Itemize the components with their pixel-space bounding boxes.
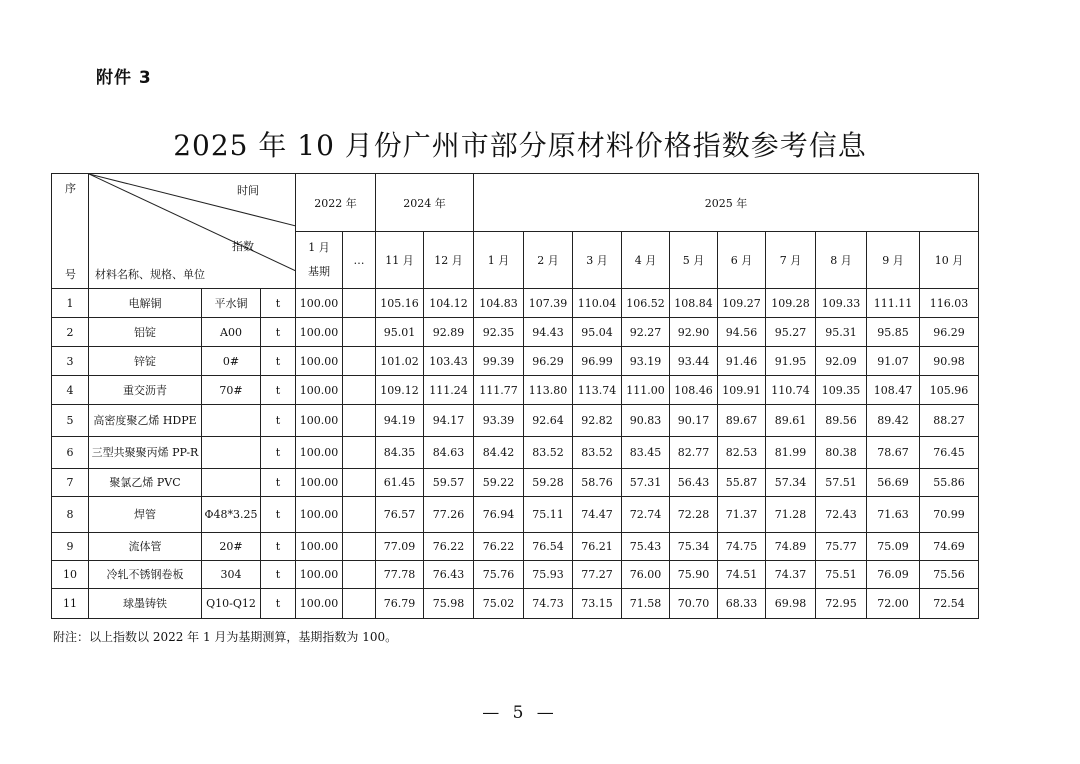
index-value: 113.74 <box>573 376 622 405</box>
index-value: 105.16 <box>376 289 424 318</box>
index-value: 89.42 <box>867 405 920 437</box>
index-value: 110.04 <box>573 289 622 318</box>
index-value: 109.28 <box>766 289 816 318</box>
year-2022-header: 2022 年 <box>296 174 376 232</box>
index-value: 71.63 <box>867 497 920 533</box>
index-value: 76.57 <box>376 497 424 533</box>
index-value: 95.31 <box>816 318 867 347</box>
unit: t <box>261 405 296 437</box>
attachment-label: 附件 3 <box>96 68 152 88</box>
index-value: 57.34 <box>766 469 816 497</box>
header-row-years <box>52 174 979 232</box>
unit: t <box>261 376 296 405</box>
unit: t <box>261 469 296 497</box>
index-value: 95.04 <box>573 318 622 347</box>
index-value: 94.19 <box>376 405 424 437</box>
unit: t <box>261 561 296 589</box>
index-value: 71.28 <box>766 497 816 533</box>
month-header: 11 月 <box>376 232 424 289</box>
index-label: 指数 <box>232 240 254 253</box>
material-name: 冷轧不锈钢卷板 <box>89 561 202 589</box>
index-value: 75.11 <box>524 497 573 533</box>
unit: t <box>261 347 296 376</box>
table-row <box>52 497 979 533</box>
index-value: 89.67 <box>718 405 766 437</box>
index-value: 69.98 <box>766 589 816 619</box>
index-value: 59.57 <box>424 469 474 497</box>
year-2024-header: 2024 年 <box>376 174 474 232</box>
index-value: 107.39 <box>524 289 573 318</box>
index-value: 95.85 <box>867 318 920 347</box>
unit: t <box>261 437 296 469</box>
index-value: 82.77 <box>670 437 718 469</box>
index-value: 92.35 <box>474 318 524 347</box>
index-value: 93.19 <box>622 347 670 376</box>
ellipsis-cell <box>343 318 376 347</box>
material-spec <box>202 437 261 469</box>
index-value: 76.22 <box>474 533 524 561</box>
table-row <box>52 376 979 405</box>
index-value: 71.58 <box>622 589 670 619</box>
material-name: 电解铜 <box>89 289 202 318</box>
row-number: 6 <box>52 437 89 469</box>
index-value: 77.26 <box>424 497 474 533</box>
material-name: 重交沥青 <box>89 376 202 405</box>
month-header: 5 月 <box>670 232 718 289</box>
time-label: 时间 <box>237 184 259 197</box>
index-value: 95.27 <box>766 318 816 347</box>
index-value: 96.99 <box>573 347 622 376</box>
material-spec <box>202 405 261 437</box>
index-value: 111.11 <box>867 289 920 318</box>
index-value: 108.84 <box>670 289 718 318</box>
base-value: 100.00 <box>296 589 343 619</box>
base-value: 100.00 <box>296 289 343 318</box>
month-header: 3 月 <box>573 232 622 289</box>
unit: t <box>261 497 296 533</box>
index-value: 109.12 <box>376 376 424 405</box>
index-value: 84.42 <box>474 437 524 469</box>
month-header: 10 月 <box>920 232 979 289</box>
base-month-header <box>296 232 343 289</box>
index-value: 81.99 <box>766 437 816 469</box>
seq-header-top: 序 <box>65 182 76 195</box>
material-spec: A00 <box>202 318 261 347</box>
material-name: 焊管 <box>89 497 202 533</box>
material-spec: Q10-Q12 <box>202 589 261 619</box>
index-value: 75.90 <box>670 561 718 589</box>
price-index-table <box>51 173 979 619</box>
index-value: 55.87 <box>718 469 766 497</box>
ellipsis-cell <box>343 376 376 405</box>
index-value: 111.77 <box>474 376 524 405</box>
index-value: 116.03 <box>920 289 979 318</box>
material-spec: 304 <box>202 561 261 589</box>
month-header: 7 月 <box>766 232 816 289</box>
index-value: 91.95 <box>766 347 816 376</box>
month-header: 2 月 <box>524 232 573 289</box>
table-row <box>52 561 979 589</box>
base-value: 100.00 <box>296 533 343 561</box>
index-value: 106.52 <box>622 289 670 318</box>
index-value: 103.43 <box>424 347 474 376</box>
index-value: 92.90 <box>670 318 718 347</box>
index-value: 80.38 <box>816 437 867 469</box>
index-value: 59.28 <box>524 469 573 497</box>
index-value: 77.27 <box>573 561 622 589</box>
index-value: 76.43 <box>424 561 474 589</box>
index-value: 75.98 <box>424 589 474 619</box>
index-value: 75.43 <box>622 533 670 561</box>
index-value: 111.00 <box>622 376 670 405</box>
material-name: 三型共聚聚丙烯 PP-R <box>89 437 202 469</box>
index-value: 109.91 <box>718 376 766 405</box>
base-value: 100.00 <box>296 405 343 437</box>
index-value: 78.67 <box>867 437 920 469</box>
unit: t <box>261 589 296 619</box>
index-value: 105.96 <box>920 376 979 405</box>
index-value: 61.45 <box>376 469 424 497</box>
index-value: 92.27 <box>622 318 670 347</box>
index-value: 94.17 <box>424 405 474 437</box>
year-2025-header: 2025 年 <box>474 174 979 232</box>
row-number: 2 <box>52 318 89 347</box>
month-header: 4 月 <box>622 232 670 289</box>
index-value: 76.79 <box>376 589 424 619</box>
base-value: 100.00 <box>296 376 343 405</box>
index-value: 101.02 <box>376 347 424 376</box>
base-label: 基期 <box>308 265 331 278</box>
diagonal-header-cell <box>89 174 296 289</box>
index-value: 104.83 <box>474 289 524 318</box>
table-row <box>52 589 979 619</box>
unit: t <box>261 318 296 347</box>
index-value: 83.45 <box>622 437 670 469</box>
base-value: 100.00 <box>296 318 343 347</box>
index-value: 72.74 <box>622 497 670 533</box>
page-number: — 5 — <box>482 703 558 723</box>
ellipsis-cell <box>343 589 376 619</box>
material-name: 球墨铸铁 <box>89 589 202 619</box>
ellipsis-cell <box>343 347 376 376</box>
index-value: 76.94 <box>474 497 524 533</box>
index-value: 94.43 <box>524 318 573 347</box>
material-name: 流体管 <box>89 533 202 561</box>
index-value: 76.45 <box>920 437 979 469</box>
index-value: 91.46 <box>718 347 766 376</box>
base-value: 100.00 <box>296 437 343 469</box>
material-name: 高密度聚乙烯 HDPE <box>89 405 202 437</box>
month-header: 9 月 <box>867 232 920 289</box>
index-value: 58.76 <box>573 469 622 497</box>
index-value: 72.28 <box>670 497 718 533</box>
index-value: 113.80 <box>524 376 573 405</box>
index-value: 76.54 <box>524 533 573 561</box>
index-value: 74.37 <box>766 561 816 589</box>
index-value: 70.70 <box>670 589 718 619</box>
index-value: 57.31 <box>622 469 670 497</box>
row-number: 10 <box>52 561 89 589</box>
unit: t <box>261 289 296 318</box>
index-value: 93.44 <box>670 347 718 376</box>
index-value: 59.22 <box>474 469 524 497</box>
index-value: 111.24 <box>424 376 474 405</box>
index-value: 91.07 <box>867 347 920 376</box>
row-number: 4 <box>52 376 89 405</box>
row-number: 3 <box>52 347 89 376</box>
index-value: 74.47 <box>573 497 622 533</box>
index-value: 96.29 <box>524 347 573 376</box>
index-value: 93.39 <box>474 405 524 437</box>
ellipsis-cell <box>343 437 376 469</box>
index-value: 84.35 <box>376 437 424 469</box>
row-number: 11 <box>52 589 89 619</box>
material-spec: 0# <box>202 347 261 376</box>
index-value: 83.52 <box>524 437 573 469</box>
index-value: 92.82 <box>573 405 622 437</box>
index-value: 89.61 <box>766 405 816 437</box>
index-value: 92.64 <box>524 405 573 437</box>
index-value: 76.09 <box>867 561 920 589</box>
row-number: 1 <box>52 289 89 318</box>
page-title: 2025 年 10 月份广州市部分原材料价格指数参考信息 <box>173 129 867 162</box>
index-value: 92.89 <box>424 318 474 347</box>
index-value: 70.99 <box>920 497 979 533</box>
ellipsis-cell <box>343 533 376 561</box>
index-value: 89.56 <box>816 405 867 437</box>
index-value: 92.09 <box>816 347 867 376</box>
index-value: 75.93 <box>524 561 573 589</box>
index-value: 95.01 <box>376 318 424 347</box>
index-value: 83.52 <box>573 437 622 469</box>
material-spec: 20# <box>202 533 261 561</box>
month-header: 8 月 <box>816 232 867 289</box>
unit: t <box>261 533 296 561</box>
index-value: 56.69 <box>867 469 920 497</box>
table-row <box>52 347 979 376</box>
material-spec: 70# <box>202 376 261 405</box>
index-value: 74.51 <box>718 561 766 589</box>
base-value: 100.00 <box>296 497 343 533</box>
month-header: 1 月 <box>474 232 524 289</box>
index-value: 76.22 <box>424 533 474 561</box>
material-name: 锌锭 <box>89 347 202 376</box>
index-value: 72.43 <box>816 497 867 533</box>
index-value: 55.86 <box>920 469 979 497</box>
ellipsis-header: … <box>343 232 376 289</box>
index-value: 72.00 <box>867 589 920 619</box>
index-value: 84.63 <box>424 437 474 469</box>
seq-header-bottom: 号 <box>65 268 76 281</box>
ellipsis-cell <box>343 289 376 318</box>
ellipsis-cell <box>343 497 376 533</box>
index-value: 109.33 <box>816 289 867 318</box>
index-value: 73.15 <box>573 589 622 619</box>
material-label: 材料名称、规格、单位 <box>95 268 205 281</box>
ellipsis-cell <box>343 405 376 437</box>
index-value: 82.53 <box>718 437 766 469</box>
index-value: 74.73 <box>524 589 573 619</box>
index-value: 75.09 <box>867 533 920 561</box>
index-value: 90.83 <box>622 405 670 437</box>
index-value: 72.54 <box>920 589 979 619</box>
index-value: 109.27 <box>718 289 766 318</box>
base-value: 100.00 <box>296 561 343 589</box>
index-value: 109.35 <box>816 376 867 405</box>
index-value: 75.34 <box>670 533 718 561</box>
row-number: 9 <box>52 533 89 561</box>
index-value: 76.21 <box>573 533 622 561</box>
index-value: 108.47 <box>867 376 920 405</box>
index-value: 77.09 <box>376 533 424 561</box>
index-value: 104.12 <box>424 289 474 318</box>
index-value: 90.98 <box>920 347 979 376</box>
base-month: 1 月 <box>308 241 330 254</box>
base-value: 100.00 <box>296 347 343 376</box>
index-value: 74.69 <box>920 533 979 561</box>
ellipsis-cell <box>343 469 376 497</box>
index-value: 90.17 <box>670 405 718 437</box>
index-value: 68.33 <box>718 589 766 619</box>
index-value: 75.51 <box>816 561 867 589</box>
table-row <box>52 405 979 437</box>
table-row <box>52 289 979 318</box>
index-value: 96.29 <box>920 318 979 347</box>
month-header: 6 月 <box>718 232 766 289</box>
index-value: 74.89 <box>766 533 816 561</box>
material-spec: Φ48*3.25 <box>202 497 261 533</box>
index-value: 77.78 <box>376 561 424 589</box>
index-value: 75.77 <box>816 533 867 561</box>
footnote: 附注：以上指数以 2022 年 1 月为基期测算，基期指数为 100。 <box>53 630 398 644</box>
material-name: 铝锭 <box>89 318 202 347</box>
table-row <box>52 318 979 347</box>
material-name: 聚氯乙烯 PVC <box>89 469 202 497</box>
row-number: 5 <box>52 405 89 437</box>
index-value: 76.00 <box>622 561 670 589</box>
material-spec: 平水铜 <box>202 289 261 318</box>
table-row <box>52 437 979 469</box>
index-value: 72.95 <box>816 589 867 619</box>
table-row <box>52 533 979 561</box>
index-value: 75.02 <box>474 589 524 619</box>
index-value: 75.76 <box>474 561 524 589</box>
ellipsis-cell <box>343 561 376 589</box>
month-header: 12 月 <box>424 232 474 289</box>
index-value: 75.56 <box>920 561 979 589</box>
index-value: 57.51 <box>816 469 867 497</box>
index-value: 71.37 <box>718 497 766 533</box>
index-value: 88.27 <box>920 405 979 437</box>
row-number: 7 <box>52 469 89 497</box>
index-value: 99.39 <box>474 347 524 376</box>
base-value: 100.00 <box>296 469 343 497</box>
material-spec <box>202 469 261 497</box>
index-value: 74.75 <box>718 533 766 561</box>
table-row <box>52 469 979 497</box>
row-number: 8 <box>52 497 89 533</box>
seq-header <box>52 174 89 289</box>
index-value: 108.46 <box>670 376 718 405</box>
index-value: 94.56 <box>718 318 766 347</box>
index-value: 110.74 <box>766 376 816 405</box>
index-value: 56.43 <box>670 469 718 497</box>
